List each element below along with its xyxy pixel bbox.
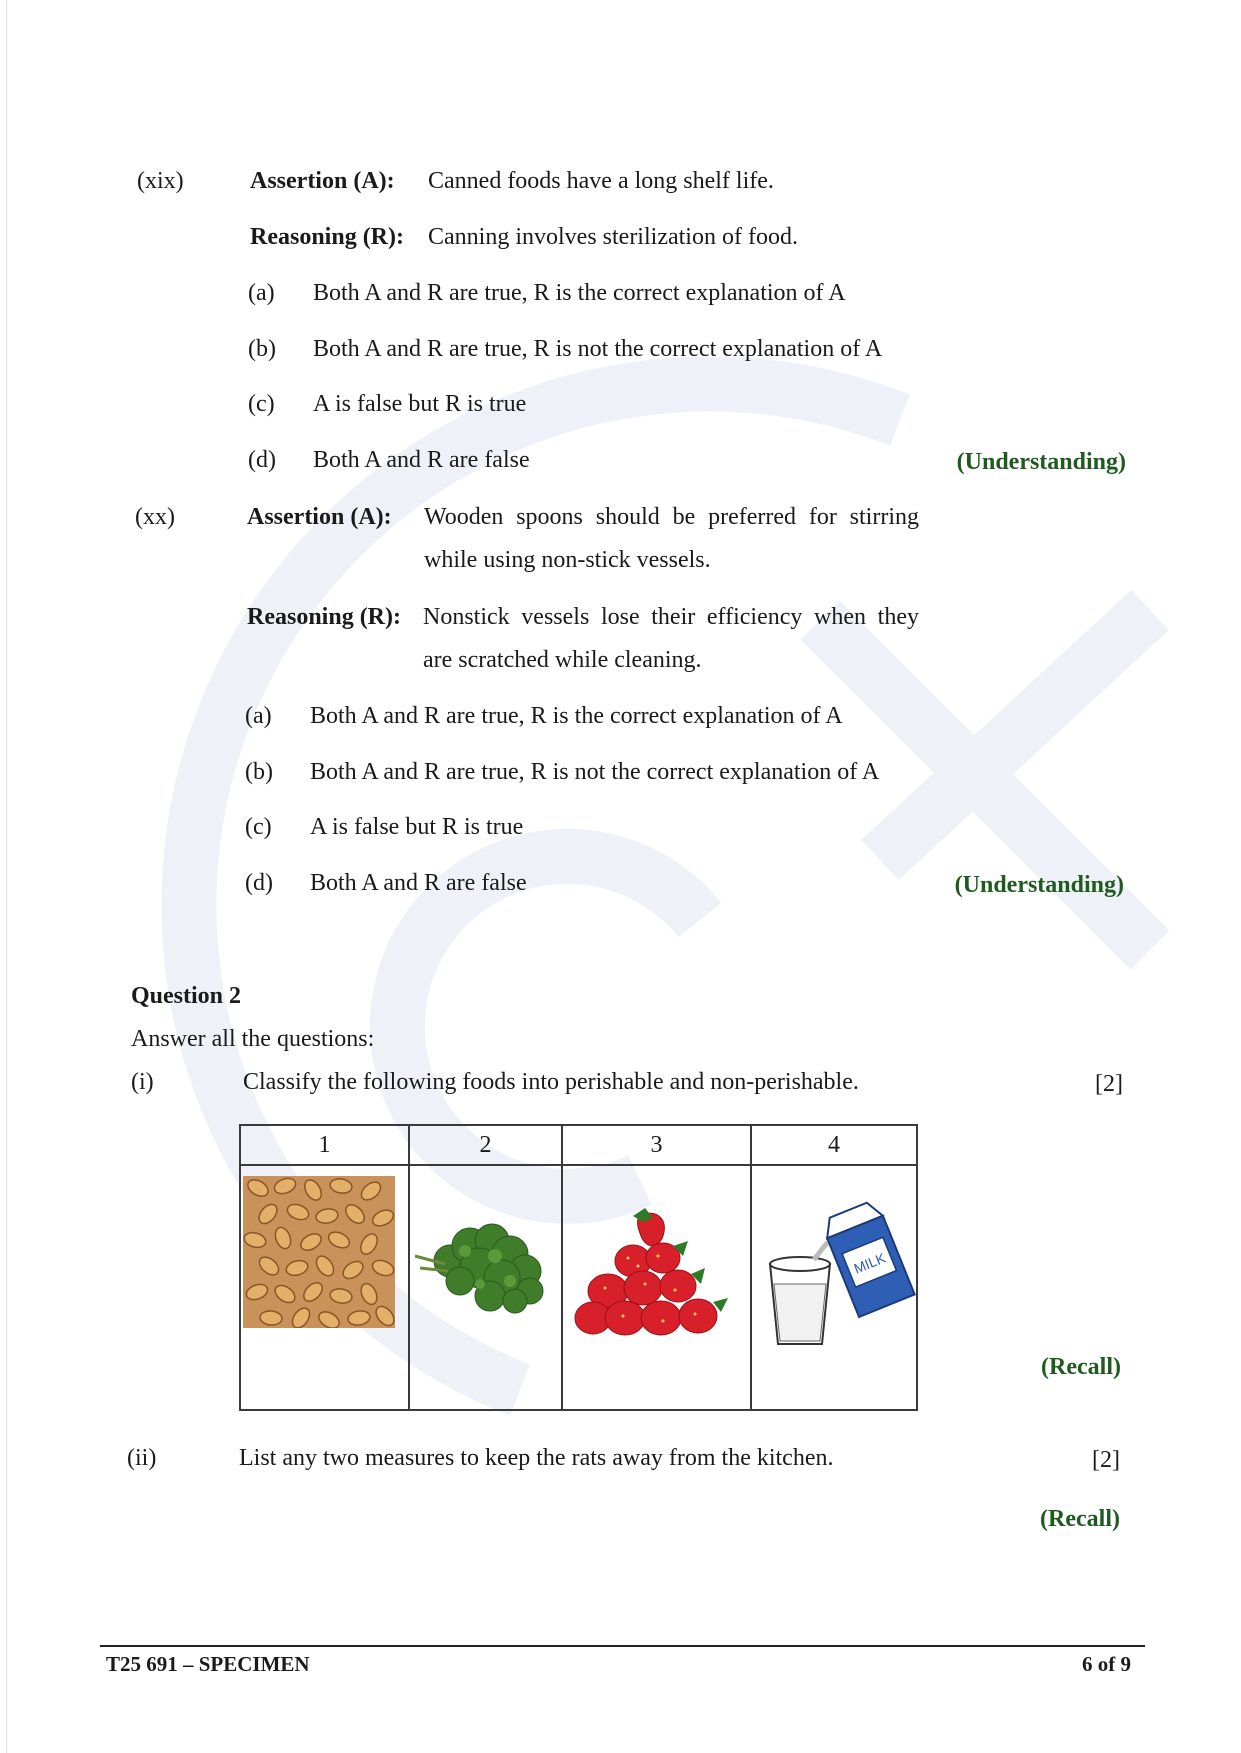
table-header-row xyxy=(240,1125,917,1165)
table-image-cell xyxy=(562,1165,751,1410)
reasoning-text-line: are scratched while cleaning. xyxy=(423,647,702,673)
instruction-text: Answer all the questions: xyxy=(131,1026,375,1052)
option-letter: (d) xyxy=(245,870,273,896)
table-header-cell: 2 xyxy=(409,1125,562,1165)
food-table xyxy=(239,1124,918,1411)
footer-rule xyxy=(100,1645,1145,1647)
part-number: (ii) xyxy=(127,1445,157,1471)
reasoning-label: Reasoning (R): xyxy=(250,224,404,250)
skill-tag: (Recall) xyxy=(1041,1354,1121,1380)
assertion-text-line: while using non-stick vessels. xyxy=(424,547,711,573)
table-image-cell xyxy=(409,1165,562,1410)
skill-tag: (Recall) xyxy=(1040,1506,1120,1532)
option-text: Both A and R are false xyxy=(310,870,527,896)
skill-tag: (Understanding) xyxy=(956,449,1126,475)
option-text: Both A and R are false xyxy=(313,447,530,473)
question-number: (xix) xyxy=(137,168,184,194)
part-text: List any two measures to keep the rats away from the kitchen. xyxy=(239,1445,834,1471)
question-heading: Question 2 xyxy=(131,983,242,1009)
option-letter: (a) xyxy=(245,703,272,729)
carton-label: MILK xyxy=(851,1249,888,1277)
table-header-cell: 4 xyxy=(751,1125,917,1165)
option-text: Both A and R are true, R is not the correct explanation of A xyxy=(313,336,883,362)
milk-glass-carton-image xyxy=(752,1194,916,1354)
option-letter: (c) xyxy=(248,391,275,417)
leafy-greens-image xyxy=(410,1206,561,1326)
marks-label: [2] xyxy=(1092,1447,1120,1473)
question-number: (xx) xyxy=(135,504,175,530)
option-letter: (b) xyxy=(248,336,276,362)
wheat-grains-image xyxy=(243,1176,395,1328)
part-text: Classify the following foods into perishable and non-perishable. xyxy=(243,1069,859,1095)
skill-tag: (Understanding) xyxy=(954,872,1124,898)
assertion-label: Assertion (A): xyxy=(250,168,395,194)
part-number: (i) xyxy=(131,1069,154,1095)
option-letter: (a) xyxy=(248,280,275,306)
strawberries-image xyxy=(563,1206,750,1346)
option-letter: (b) xyxy=(245,759,273,785)
option-text: A is false but R is true xyxy=(313,391,527,417)
option-text: Both A and R are true, R is the correct explanation of A xyxy=(310,703,843,729)
assertion-text-line: Wooden spoons should be preferred for stirring xyxy=(424,504,919,530)
option-text: A is false but R is true xyxy=(310,814,524,840)
reasoning-label: Reasoning (R): xyxy=(247,604,401,630)
page-edge xyxy=(6,0,7,1753)
table-header-cell: 3 xyxy=(562,1125,751,1165)
table-image-cell xyxy=(240,1165,409,1410)
marks-label: [2] xyxy=(1095,1071,1123,1097)
reasoning-text: Canning involves sterilization of food. xyxy=(428,224,798,250)
option-letter: (d) xyxy=(248,447,276,473)
table-header-cell: 1 xyxy=(240,1125,409,1165)
table-image-cell xyxy=(751,1165,917,1410)
assertion-label: Assertion (A): xyxy=(247,504,392,530)
table-image-row xyxy=(240,1165,917,1410)
page-number: 6 of 9 xyxy=(1082,1652,1131,1676)
option-text: Both A and R are true, R is not the correct explanation of A xyxy=(310,759,880,785)
option-letter: (c) xyxy=(245,814,272,840)
footer-code: T25 691 – SPECIMEN xyxy=(106,1652,310,1676)
reasoning-text-line: Nonstick vessels lose their efficiency when they xyxy=(423,604,919,630)
option-text: Both A and R are true, R is the correct explanation of A xyxy=(313,280,846,306)
assertion-text: Canned foods have a long shelf life. xyxy=(428,168,774,194)
